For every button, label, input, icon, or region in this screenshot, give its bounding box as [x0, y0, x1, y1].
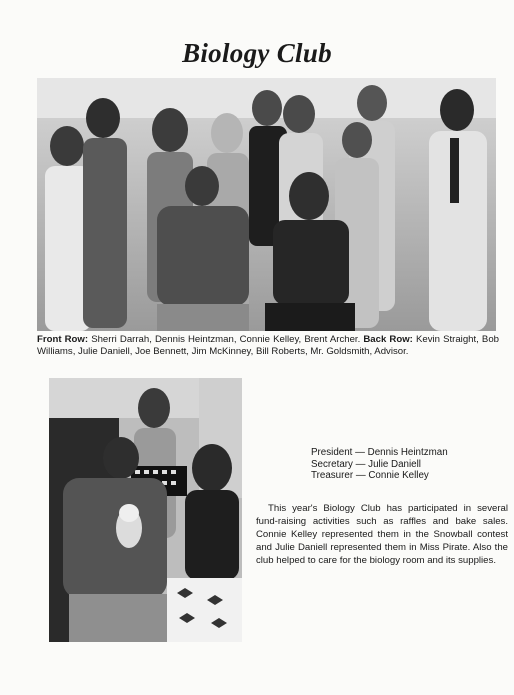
page-title: Biology Club: [182, 38, 332, 68]
front-row-label: Front Row:: [37, 334, 89, 345]
photo-caption: [37, 334, 499, 358]
officer-treasurer: Treasurer — Connie Kelley: [311, 470, 429, 481]
group-photo: [37, 78, 496, 331]
officer-secretary: Secretary — Julie Daniell: [311, 458, 421, 470]
officer-president: President — Dennis Heintzman: [311, 447, 448, 458]
back-row-label: Back Row:: [363, 334, 413, 345]
club-description: This year's Biology Club has participated in several fund-raising activities such as raffles and bake sales. Connie Kelley represented them in the Snowball contest and Julie Daniell represented them in Miss Pirate. Also the club helped to care for the biology room and its supplies.: [256, 503, 508, 566]
front-row-names: Sherri Darrah, Dennis Heintzman, Connie Kelley, Brent Archer.: [88, 334, 364, 345]
officers-list: [311, 447, 501, 482]
back-row-names: Kevin Straight, Bob Williams, Julie Daniell, Joe Bennett, Jim McKinney, Bill Roberts, Mr. Goldsmith, Advisor.: [37, 334, 500, 357]
officers-photo: [49, 378, 242, 642]
